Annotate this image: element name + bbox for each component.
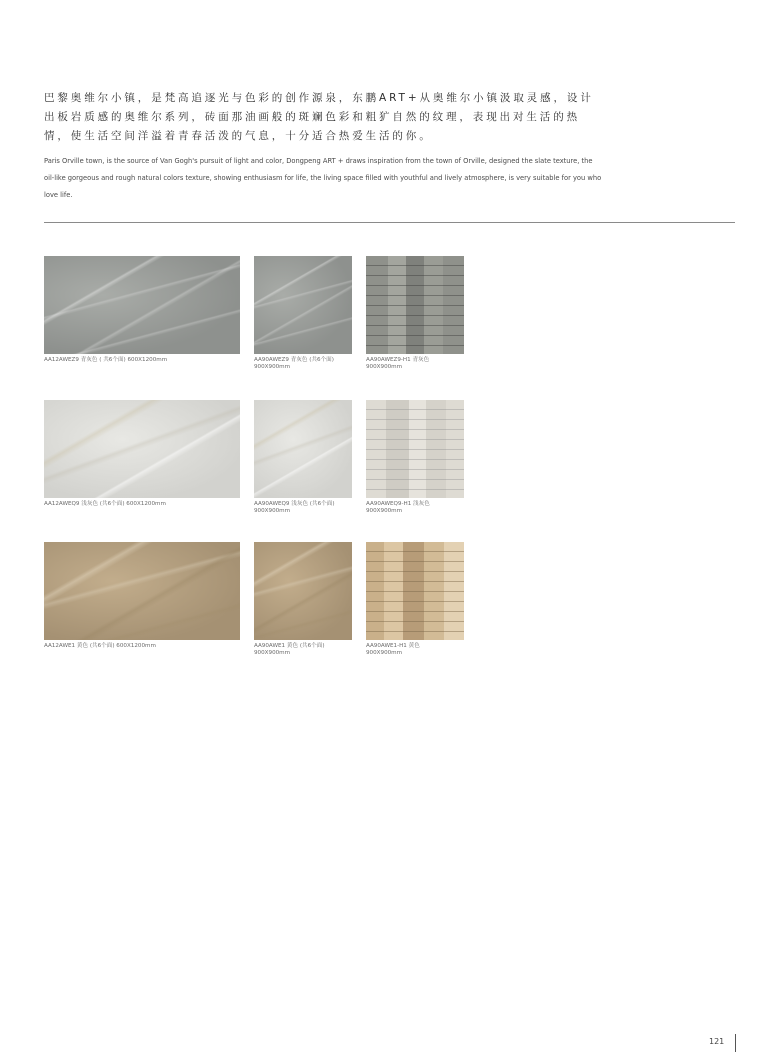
tile-caption: AA90AWEQ9-H1 浅灰色 900X900mm	[366, 501, 430, 514]
tile-image-aa12awe1	[44, 542, 240, 640]
tile-image-aa12awez9	[44, 256, 240, 354]
tile-image-aa90awe1	[254, 542, 352, 640]
tile-caption: AA90AWE1 黄色 (共6个面) 900X900mm	[254, 643, 325, 656]
tile-image-aa12aweq9	[44, 400, 240, 498]
tile-image-aa90awe1-h1	[366, 542, 464, 640]
tile-caption: AA12AWEZ9 青灰色 ( 共6个面) 600X1200mm	[44, 357, 168, 363]
tile-caption: AA90AWE1-H1 黄色 900X900mm	[366, 643, 420, 656]
page-number: 121	[709, 1037, 725, 1046]
intro-chinese: 巴黎奥维尔小镇，是梵高追逐光与色彩的创作源泉，东鹏ART+从奥维尔小镇汲取灵感，设计出板岩质感的奥维尔系列，砖面那油画般的斑斓色彩和粗犷自然的纹理，表现出对生活的热情，使生活空间洋溢着青春活泼的气息，十分适合热爱生活的你。	[44, 92, 594, 142]
tile-caption: AA90AWEZ9 青灰色 (共6个面) 900X900mm	[254, 357, 334, 370]
tile-caption: AA90AWEZ9-H1 青灰色 900X900mm	[366, 357, 430, 370]
tile-image-aa90aweq9-h1	[366, 400, 464, 498]
intro-english: Paris Orville town, is the source of Van Gogh's pursuit of light and color, Dongpeng ART + draws inspiration from the town of Orville, designed the slate texture, the oil-like gorgeous and rough natural colors texture, showing enthusiasm for life, the living space filled with youthful and lively atmosphere, is very suitable for you who love life.	[44, 157, 602, 199]
tile-caption: AA12AWEQ9 浅灰色 (共6个面) 600X1200mm	[44, 501, 166, 507]
tile-caption: AA12AWE1 黄色 (共6个面) 600X1200mm	[44, 643, 156, 649]
divider	[44, 222, 735, 223]
page-number-bar	[735, 1034, 736, 1052]
tile-caption: AA90AWEQ9 浅灰色 (共6个面) 900X900mm	[254, 501, 335, 514]
tile-image-aa90aweq9	[254, 400, 352, 498]
tile-image-aa90awez9-h1	[366, 256, 464, 354]
tile-image-aa90awez9	[254, 256, 352, 354]
